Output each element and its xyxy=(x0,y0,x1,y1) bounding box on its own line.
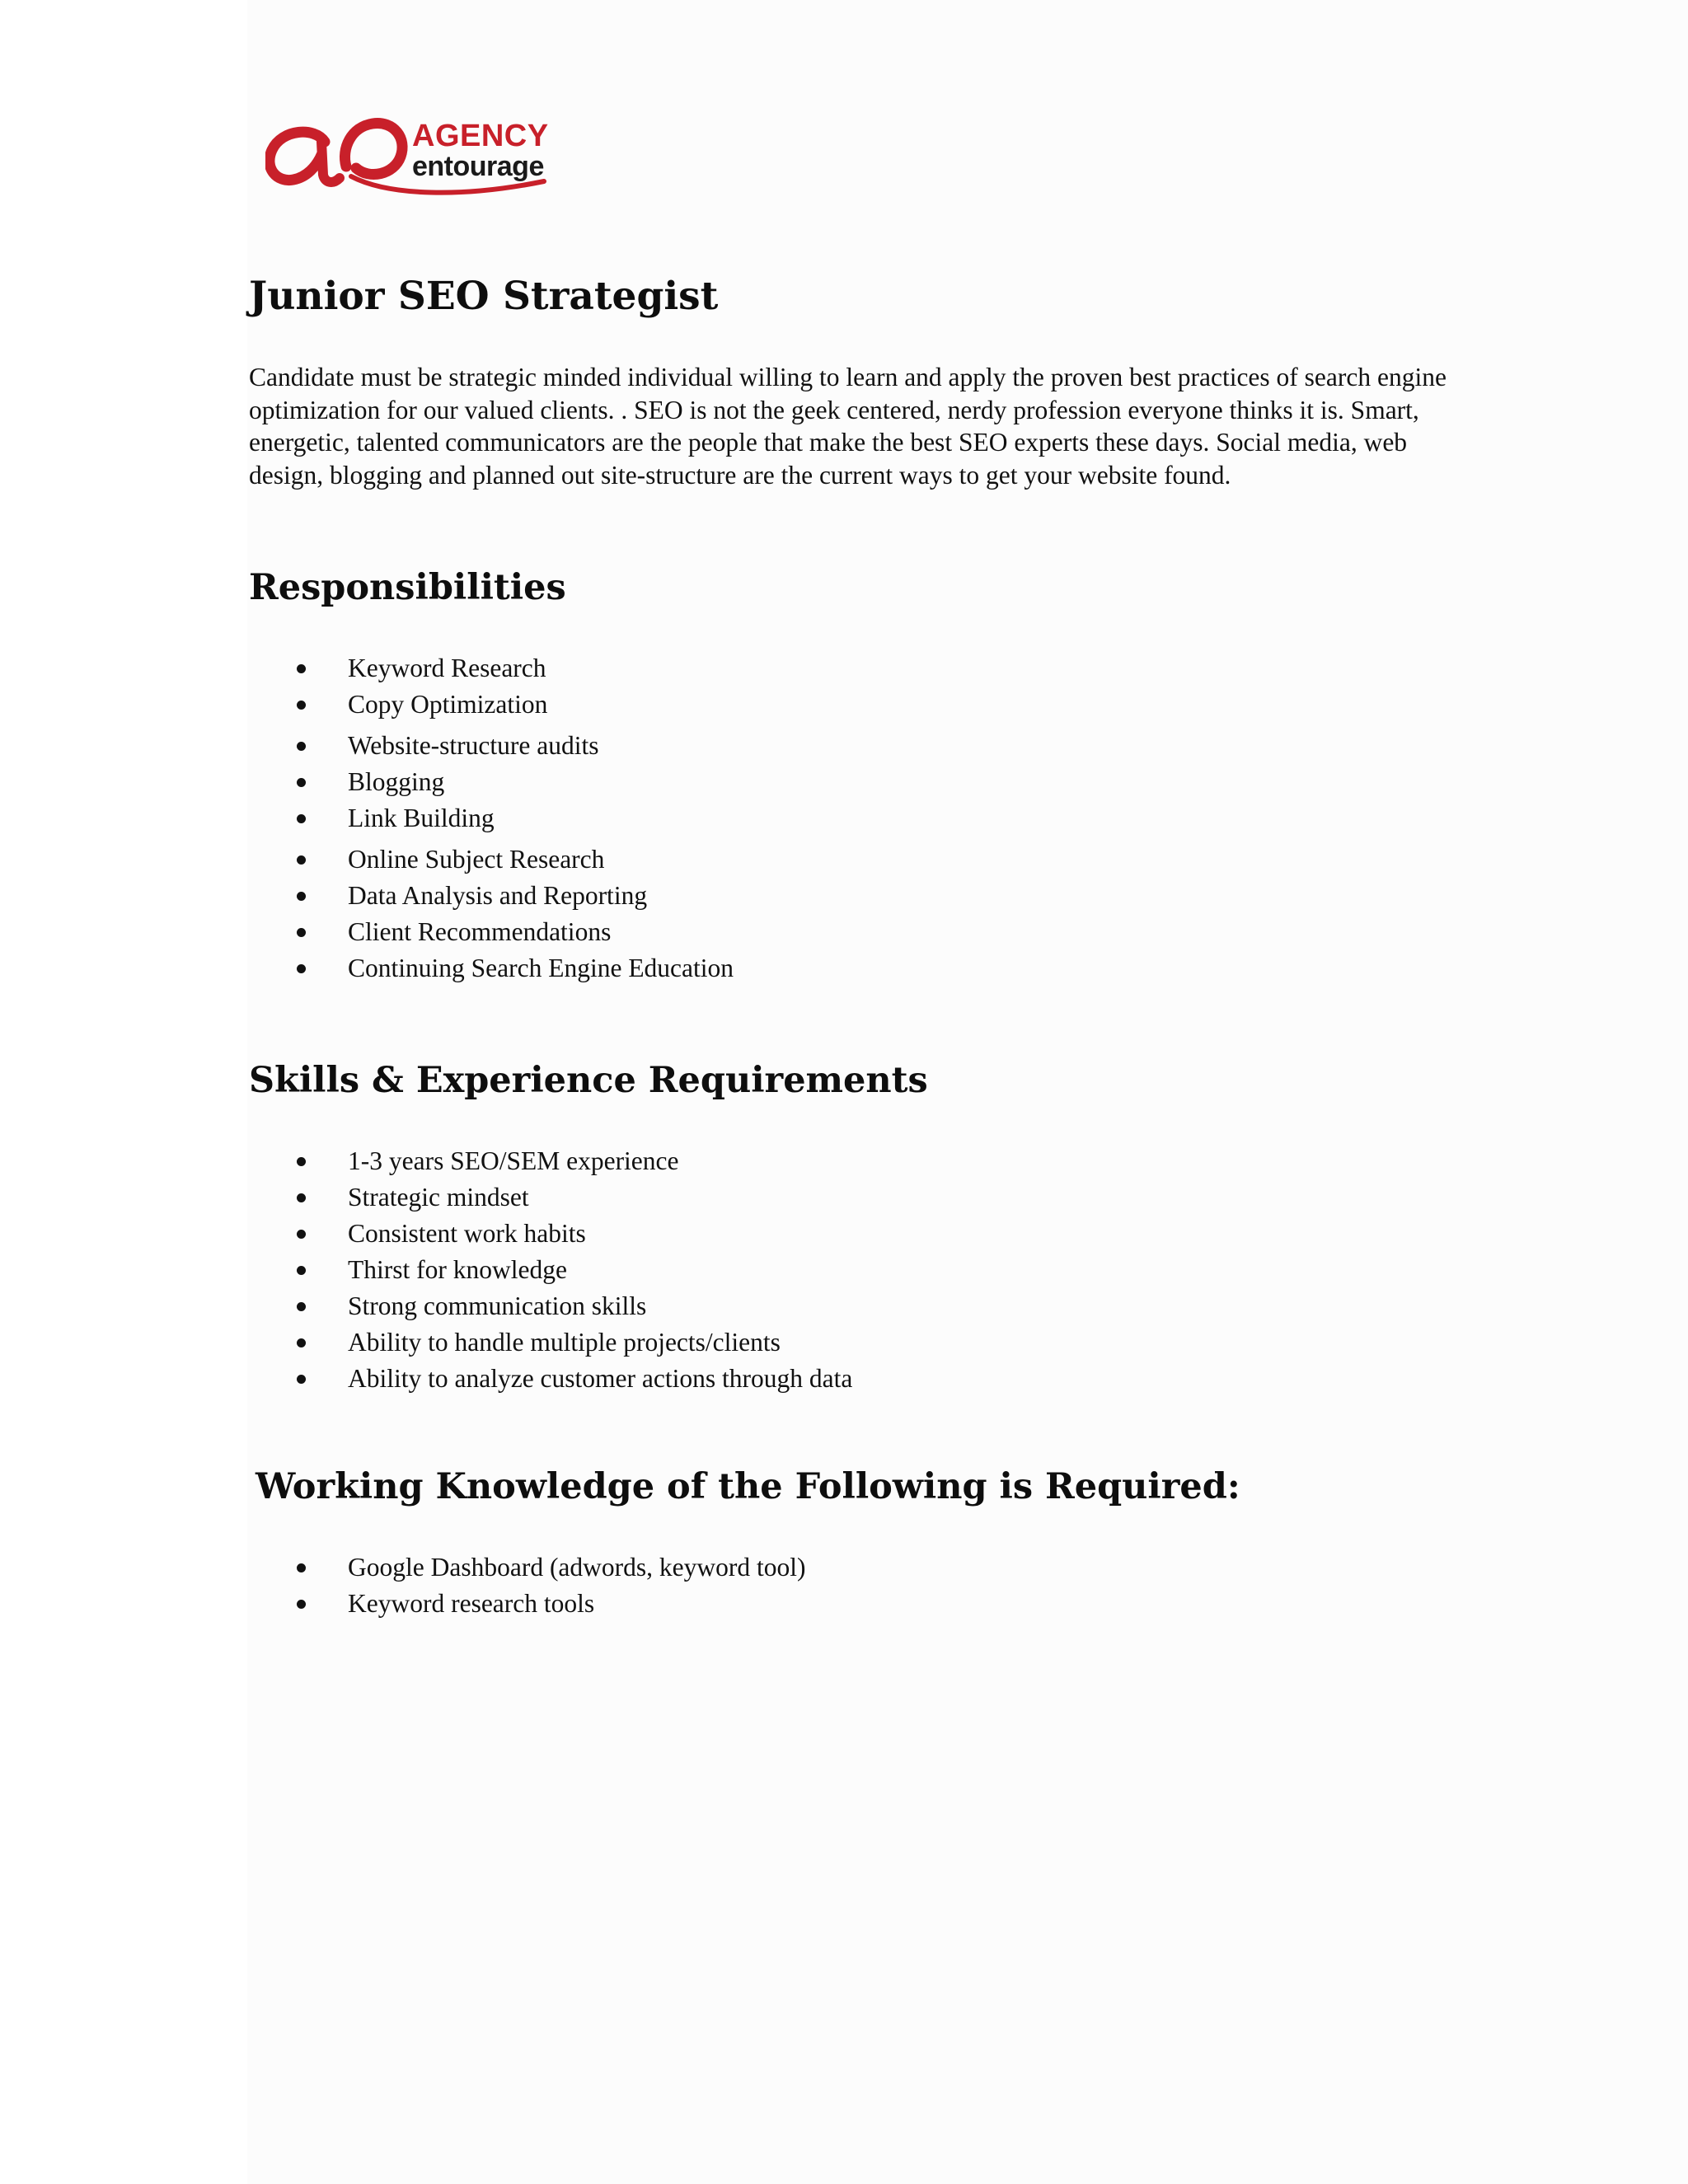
list-item-text: Client Recommendations xyxy=(348,917,612,946)
logo-text-agency: AGENCY xyxy=(412,119,549,153)
list-item-text: Thirst for knowledge xyxy=(348,1255,567,1284)
skills-heading: Skills & Experience Requirements xyxy=(249,1060,928,1101)
list-item xyxy=(247,950,734,987)
list-item xyxy=(247,841,734,878)
bullet-icon xyxy=(297,1157,306,1166)
bullet-icon xyxy=(297,928,306,937)
list-item xyxy=(247,1324,852,1361)
bullet-icon xyxy=(297,742,306,751)
bullet-icon xyxy=(297,701,306,710)
list-item-text: Strong communication skills xyxy=(348,1291,647,1320)
bullet-icon xyxy=(297,814,306,823)
list-item-text: Online Subject Research xyxy=(348,845,605,874)
list-item-text: Continuing Search Engine Education xyxy=(348,954,734,982)
list-item-text: Ability to handle multiple projects/clients xyxy=(348,1328,781,1357)
bullet-icon xyxy=(297,1600,306,1609)
responsibilities-heading: Responsibilities xyxy=(249,567,566,608)
list-item xyxy=(247,650,734,687)
list-item-text: Data Analysis and Reporting xyxy=(348,881,648,910)
list-item-text: 1-3 years SEO/SEM experience xyxy=(348,1146,679,1175)
list-item xyxy=(247,1586,806,1622)
list-item-text: Keyword research tools xyxy=(348,1589,595,1618)
bullet-icon xyxy=(297,1375,306,1384)
list-item xyxy=(247,764,734,800)
document-title: Junior SEO Strategist xyxy=(249,274,719,319)
list-item-text: Strategic mindset xyxy=(348,1183,529,1212)
skills-list xyxy=(247,1143,852,1397)
list-item xyxy=(247,1549,806,1586)
list-item xyxy=(247,1216,852,1252)
list-item xyxy=(247,1361,852,1397)
list-item xyxy=(247,687,734,723)
intro-paragraph: Candidate must be strategic minded individual willing to learn and apply the proven best practices of search engine optimization for our valued clients. . SEO is not the geek centered, nerdy profession everyone thinks it is. Smart, energetic, talented communicators are the people that make the best SEO experts these days. Social media, web design, blogging and planned out site-structure are the current ways to get your website found. xyxy=(249,363,1447,490)
bullet-icon xyxy=(297,1230,306,1239)
list-item-text: Ability to analyze customer actions through data xyxy=(348,1364,853,1393)
logo-text-entourage: entourage xyxy=(412,151,544,182)
bullet-icon xyxy=(297,1338,306,1347)
list-item xyxy=(247,728,734,764)
bullet-icon xyxy=(297,1193,306,1202)
list-item-text: Keyword Research xyxy=(348,654,546,682)
working-knowledge-list xyxy=(247,1549,806,1622)
list-item-text: Copy Optimization xyxy=(348,690,548,719)
bullet-icon xyxy=(297,778,306,787)
list-item xyxy=(247,1288,852,1324)
working-knowledge-heading: Working Knowledge of the Following is Required: xyxy=(256,1466,1240,1507)
list-item-text: Google Dashboard (adwords, keyword tool) xyxy=(348,1553,806,1582)
bullet-icon xyxy=(297,1302,306,1311)
bullet-icon xyxy=(297,664,306,673)
bullet-icon xyxy=(297,855,306,865)
list-item-text: Website-structure audits xyxy=(348,731,599,760)
bullet-icon xyxy=(297,964,306,973)
responsibilities-list xyxy=(247,650,734,987)
list-item-text: Consistent work habits xyxy=(348,1219,586,1248)
list-item-text: Blogging xyxy=(348,767,445,796)
bullet-icon xyxy=(297,892,306,901)
bullet-icon xyxy=(297,1563,306,1572)
list-item xyxy=(247,1143,852,1179)
list-item xyxy=(247,1252,852,1288)
list-item xyxy=(247,800,734,837)
list-item-text: Link Building xyxy=(348,804,495,832)
list-item xyxy=(247,1179,852,1216)
list-item xyxy=(247,878,734,914)
bullet-icon xyxy=(297,1266,306,1275)
agency-entourage-logo xyxy=(265,109,562,199)
list-item xyxy=(247,914,734,950)
